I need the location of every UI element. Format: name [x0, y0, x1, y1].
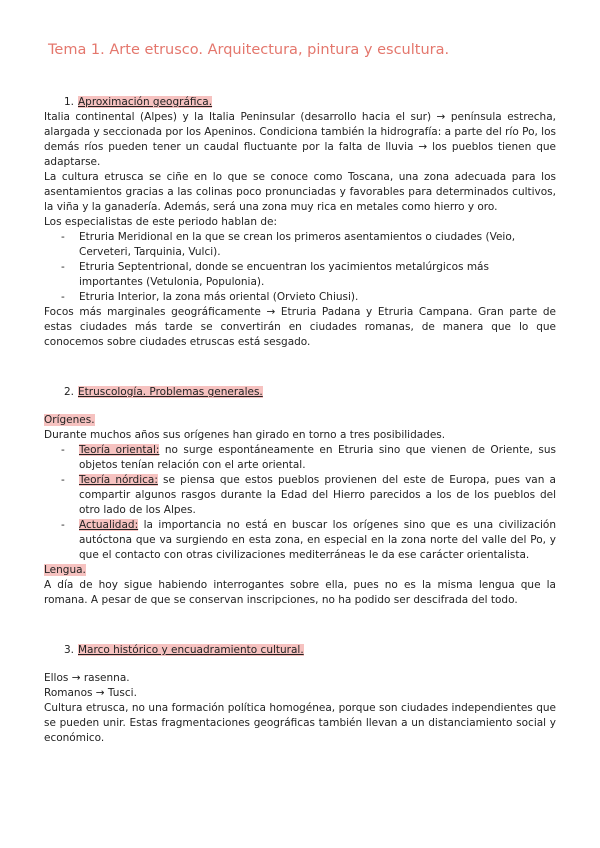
paragraph: Durante muchos años sus orígenes han girado en torno a tres posibilidades. — [44, 429, 446, 441]
list-item-text: Etruria Interior, la zona más oriental (Orvieto Chiusi). — [79, 291, 359, 303]
section-2-heading — [64, 385, 556, 400]
section-1-body — [44, 110, 556, 350]
section-1-number: 1. — [64, 96, 75, 108]
list-item — [44, 230, 556, 260]
dash-bullet: - — [61, 444, 65, 456]
subheading-origins: Orígenes. — [44, 414, 95, 426]
theory-text: la importancia no está en buscar los orígenes sino que es una civilización autóctona que va surgiendo en esta zona, en especial en la zona norte del valle del Po, y que el contacto con otras civilizaciones mediterráneas le da ese carácter orientalista. — [79, 519, 556, 561]
section-3-number: 3. — [64, 644, 75, 656]
paragraph: Los especialistas de este periodo hablan de: — [44, 216, 278, 228]
dash-bullet: - — [61, 261, 65, 273]
section-3-title: Marco histórico y encuadramiento cultural. — [78, 644, 304, 656]
theory-label: Teoría nórdica: — [79, 474, 158, 486]
theory-label: Teoría oriental: — [79, 444, 160, 456]
list-item — [44, 290, 556, 305]
dash-bullet: - — [61, 291, 65, 303]
theory-text: se piensa que estos pueblos provienen del este de Europa, pues van a compartir algunos rasgos durante la Edad del Hierro parecidos a los de los pueblos del otro lado de los Alpes. — [79, 474, 556, 516]
section-1-title: Aproximación geográfica. — [78, 96, 213, 108]
paragraph: La cultura etrusca se ciñe en lo que se conoce como Toscana, una zona adecuada para los asentamientos gracias a las colinas poco pronunciadas y favorables para determinados cultivos, la viña y la ganadería. Además, será una zona muy rica en metales como hierro y oro. — [44, 171, 556, 213]
dash-bullet: - — [61, 474, 65, 486]
list-item — [44, 443, 556, 473]
dash-bullet: - — [61, 519, 65, 531]
section-2-body — [44, 413, 556, 608]
theory-list — [44, 443, 556, 563]
list-item-text: Etruria Septentrional, donde se encuentran los yacimientos metalúrgicos más importantes (Vetulonia, Populonia). — [79, 261, 489, 288]
paragraph: Focos más marginales geográficamente → Etruria Padana y Etruria Campana. Gran parte de estas ciudades más tarde se convertirán en ciudades romanas, de manera que lo que conocemos sobre ciudades etruscas está sesgado. — [44, 306, 556, 348]
section-1-heading — [64, 95, 556, 110]
theory-label: Actualidad: — [79, 519, 139, 531]
list-item — [44, 473, 556, 518]
paragraph: Cultura etrusca, no una formación política homogénea, porque son ciudades independientes que se pueden unir. Estas fragmentaciones geográficas también llevan a un distanciamiento social y económico. — [44, 702, 556, 744]
subheading-language: Lengua. — [44, 564, 86, 576]
paragraph: Italia continental (Alpes) y la Italia Peninsular (desarrollo hacia el sur) → península estrecha, alargada y seccionada por los Apeninos. Condiciona también la hidrografía: a parte del río Po, los demás ríos pueden tener un caudal fluctuante por la falta de lluvia → los pueblos tienen que adaptarse. — [44, 111, 556, 168]
section-3-heading — [64, 643, 556, 658]
dash-bullet: - — [61, 231, 65, 243]
list-item — [44, 518, 556, 563]
section-2-title: Etruscología. Problemas generales. — [78, 386, 263, 398]
section-2-number: 2. — [64, 386, 75, 398]
paragraph: Romanos → Tusci. — [44, 687, 137, 699]
document-title: Tema 1. Arte etrusco. Arquitectura, pintura y escultura. — [48, 42, 450, 58]
paragraph: A día de hoy sigue habiendo interrogantes sobre ella, pues no es la misma lengua que la romana. A pesar de que se conservan inscripciones, no ha podido ser descifrada del todo. — [44, 579, 556, 606]
theory-text: no surge espontáneamente en Etruria sino que vienen de Oriente, sus objetos tenían relación con el arte oriental. — [79, 444, 556, 471]
section-3-body — [44, 671, 556, 746]
region-list — [44, 230, 556, 305]
paragraph: Ellos → rasenna. — [44, 672, 130, 684]
list-item — [44, 260, 556, 290]
list-item-text: Etruria Meridional en la que se crean los primeros asentamientos o ciudades (Veio, Cerveteri, Tarquinia, Vulci). — [79, 231, 516, 258]
